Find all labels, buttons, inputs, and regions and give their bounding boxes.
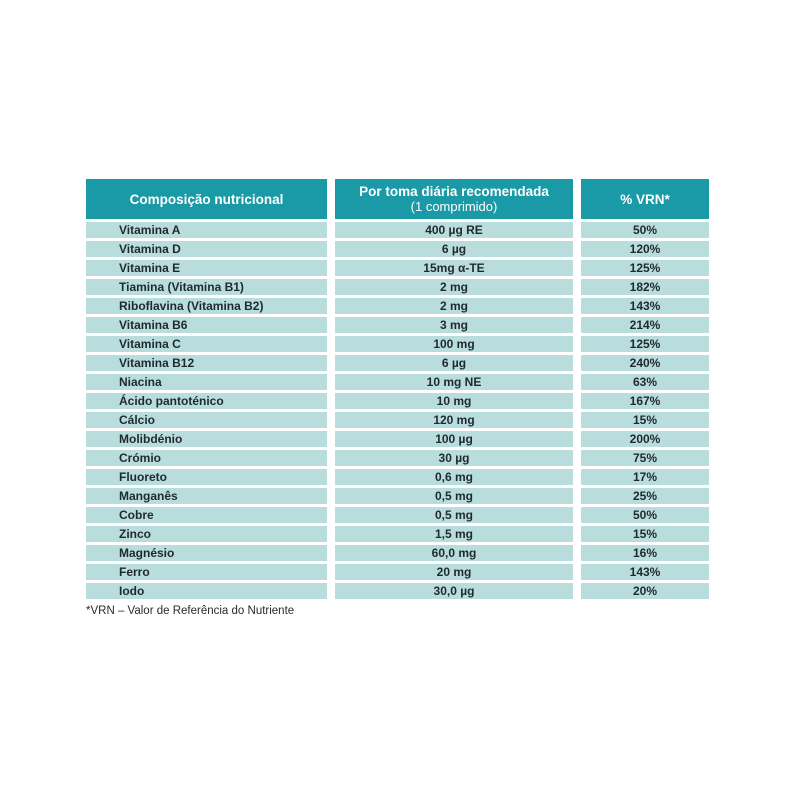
- nutrient-name: Ácido pantoténico: [86, 393, 327, 409]
- nutrient-amount: 10 mg NE: [335, 374, 573, 390]
- table-row: [86, 526, 709, 542]
- nutrient-amount: 400 µg RE: [335, 222, 573, 238]
- nutrient-name: Iodo: [86, 583, 327, 599]
- nutrient-name: Vitamina B12: [86, 355, 327, 371]
- nutrient-vrn: 17%: [581, 469, 709, 485]
- header-composition: [86, 179, 327, 219]
- nutrient-name: Molibdénio: [86, 431, 327, 447]
- nutrient-name: Zinco: [86, 526, 327, 542]
- table-row: [86, 545, 709, 561]
- header-vrn-label: % VRN*: [620, 191, 670, 207]
- header-dose: [335, 179, 573, 219]
- nutrient-amount: 120 mg: [335, 412, 573, 428]
- nutrient-name: Cobre: [86, 507, 327, 523]
- nutrient-amount: 0,5 mg: [335, 488, 573, 504]
- nutrient-name: Vitamina C: [86, 336, 327, 352]
- nutrient-vrn: 75%: [581, 450, 709, 466]
- table-row: [86, 241, 709, 257]
- table-header: [86, 179, 709, 219]
- header-dose-label: Por toma diária recomendada: [359, 184, 549, 199]
- table-row: [86, 260, 709, 276]
- table-row: [86, 298, 709, 314]
- table-row: [86, 336, 709, 352]
- nutrient-name: Crómio: [86, 450, 327, 466]
- nutrient-amount: 6 µg: [335, 241, 573, 257]
- nutrient-name: Ferro: [86, 564, 327, 580]
- nutrient-name: Fluoreto: [86, 469, 327, 485]
- nutrient-vrn: 240%: [581, 355, 709, 371]
- table-row: [86, 450, 709, 466]
- nutrient-amount: 2 mg: [335, 298, 573, 314]
- nutrient-vrn: 125%: [581, 260, 709, 276]
- nutrient-amount: 30,0 µg: [335, 583, 573, 599]
- footnote: *VRN – Valor de Referência do Nutriente: [86, 605, 295, 617]
- header-dose-sublabel: (1 comprimido): [410, 199, 498, 214]
- nutrient-amount: 3 mg: [335, 317, 573, 333]
- table-row: [86, 564, 709, 580]
- nutrient-amount: 10 mg: [335, 393, 573, 409]
- nutrient-vrn: 167%: [581, 393, 709, 409]
- nutrient-vrn: 120%: [581, 241, 709, 257]
- header-vrn: [581, 179, 709, 219]
- nutrient-name: Tiamina (Vitamina B1): [86, 279, 327, 295]
- table-row: [86, 279, 709, 295]
- nutrient-amount: 6 µg: [335, 355, 573, 371]
- nutrient-name: Riboflavina (Vitamina B2): [86, 298, 327, 314]
- table-row: [86, 488, 709, 504]
- table-row: [86, 393, 709, 409]
- table-row: [86, 317, 709, 333]
- nutrient-vrn: 125%: [581, 336, 709, 352]
- nutrient-vrn: 15%: [581, 412, 709, 428]
- nutrient-name: Magnésio: [86, 545, 327, 561]
- nutrient-name: Manganês: [86, 488, 327, 504]
- nutrient-vrn: 50%: [581, 222, 709, 238]
- table-row: [86, 583, 709, 599]
- nutrient-vrn: 25%: [581, 488, 709, 504]
- nutrient-vrn: 16%: [581, 545, 709, 561]
- nutrient-name: Cálcio: [86, 412, 327, 428]
- table-row: [86, 374, 709, 390]
- table-row: [86, 469, 709, 485]
- nutrient-name: Vitamina A: [86, 222, 327, 238]
- table-row: [86, 431, 709, 447]
- nutrient-name: Vitamina B6: [86, 317, 327, 333]
- table-row: [86, 355, 709, 371]
- nutrient-vrn: 50%: [581, 507, 709, 523]
- table-body: [86, 222, 709, 599]
- nutrient-vrn: 15%: [581, 526, 709, 542]
- nutrient-amount: 1,5 mg: [335, 526, 573, 542]
- table-row: [86, 412, 709, 428]
- nutrient-vrn: 63%: [581, 374, 709, 390]
- nutrient-amount: 2 mg: [335, 279, 573, 295]
- nutrient-name: Niacina: [86, 374, 327, 390]
- nutrition-table: [86, 179, 709, 602]
- nutrient-amount: 30 µg: [335, 450, 573, 466]
- nutrient-name: Vitamina D: [86, 241, 327, 257]
- nutrient-name: Vitamina E: [86, 260, 327, 276]
- nutrient-vrn: 20%: [581, 583, 709, 599]
- nutrient-amount: 20 mg: [335, 564, 573, 580]
- table-row: [86, 507, 709, 523]
- nutrient-amount: 0,5 mg: [335, 507, 573, 523]
- nutrient-vrn: 214%: [581, 317, 709, 333]
- nutrient-vrn: 182%: [581, 279, 709, 295]
- nutrient-amount: 60,0 mg: [335, 545, 573, 561]
- nutrient-amount: 100 mg: [335, 336, 573, 352]
- nutrient-vrn: 143%: [581, 564, 709, 580]
- table-row: [86, 222, 709, 238]
- nutrient-vrn: 143%: [581, 298, 709, 314]
- nutrient-vrn: 200%: [581, 431, 709, 447]
- nutrient-amount: 100 µg: [335, 431, 573, 447]
- header-composition-label: Composição nutricional: [129, 191, 284, 207]
- nutrient-amount: 15mg α-TE: [335, 260, 573, 276]
- nutrient-amount: 0,6 mg: [335, 469, 573, 485]
